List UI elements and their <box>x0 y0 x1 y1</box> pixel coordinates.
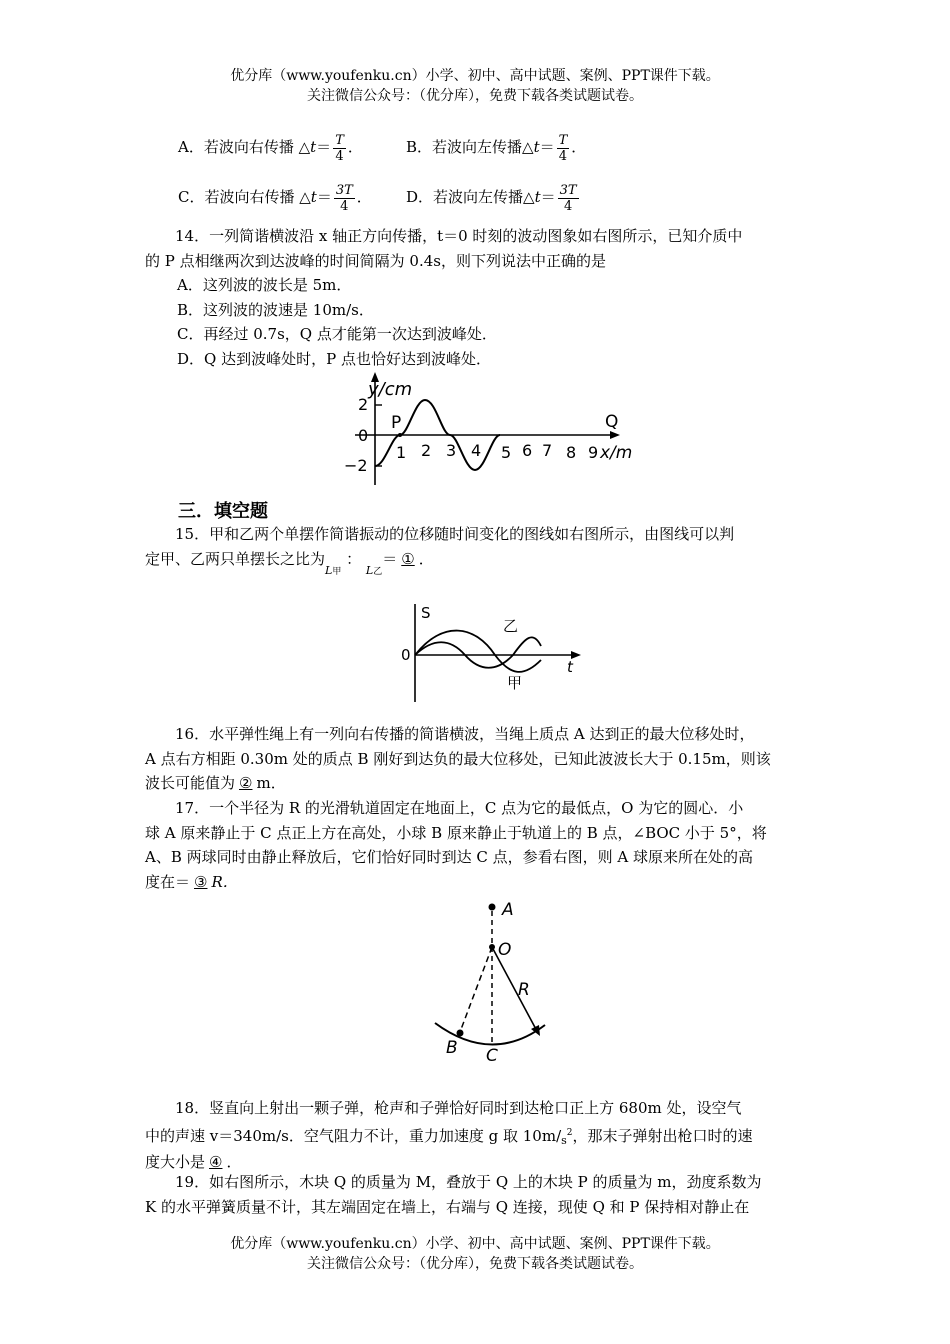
label-r: R <box>518 980 530 1000</box>
y-tick-label-0: 0 <box>358 426 369 445</box>
q17-line-4: 度在＝ ③ R． <box>145 872 238 891</box>
pendulum-graph-q15 <box>395 600 585 705</box>
q13-option-d: D．若波向左传播△t＝ $\frac{3T}{4}$ <box>406 182 577 214</box>
x-tick-label-5: 5 <box>501 443 512 462</box>
q16-line-2: A 点右方相距 0.30m 处的质点 B 刚好到达负的最大位移处，已知此波波长大于 0.15m，则该 <box>145 749 771 768</box>
answer-blank-2[interactable]: ② <box>239 774 253 792</box>
q16-line-3: 波长可能值为 ② m． <box>145 774 286 792</box>
q14-option-c: C．再经过 0.7s，Q 点才能第一次达到波峰处． <box>177 325 497 343</box>
x-tick-label-6: 6 <box>522 441 533 460</box>
q15-line-2: 定甲、乙两只单摆长之比为$_{L甲}$ ： $_{L乙}$＝ ① ． <box>145 549 434 577</box>
y-tick-label-2: 2 <box>358 395 369 414</box>
answer-blank-3[interactable]: ③ <box>194 872 208 891</box>
q17-line-3: A、B 两球同时由静止释放后，它们恰好同时到达 C 点，参看右图，则 A 球原来所在处的高 <box>145 848 754 866</box>
curve-yi-label: 乙 <box>503 617 519 635</box>
x-axis-arrow-icon <box>610 431 620 439</box>
t-axis-label: t <box>567 658 573 676</box>
q14-option-d: D．Q 达到波峰处时，P 点也恰好达到波峰处． <box>177 349 491 368</box>
answer-blank-1[interactable]: ① <box>401 549 415 568</box>
ob-dashed-line <box>460 947 492 1032</box>
ball-a-icon <box>489 904 496 911</box>
x-axis-label: x/m <box>600 443 633 463</box>
q18-line-1: 18．竖直向上射出一颗子弹，枪声和子弹恰好同时到达枪口正上方 680m 处，设空气 <box>175 1099 742 1117</box>
y-tick-label-neg-2: −2 <box>344 456 368 475</box>
question-16 <box>145 722 810 796</box>
answer-blank-4[interactable]: ④ <box>209 1153 223 1171</box>
q13-options-row-2 <box>178 172 577 222</box>
x-tick-label-3: 3 <box>446 441 457 460</box>
q17-line-1: 17．一个半径为 R 的光滑轨道固定在地面上，C 点为它的最低点，O 为它的圆心．小 <box>175 799 744 817</box>
x-tick-label-8: 8 <box>566 443 577 462</box>
curve-yi <box>415 637 541 667</box>
point-p-marker <box>398 433 402 437</box>
x-tick-label-7: 7 <box>542 441 553 460</box>
q17-line-2: 球 A 原来静止于 C 点正上方在高处，小球 B 原来静止于轨道上的 B 点，∠BOC 小于 5°，将 <box>145 823 767 842</box>
q13-option-a: A．若波向右传播 △t＝ $\frac{T}{4}$ ． <box>178 132 363 164</box>
q15-line-1: 15．甲和乙两个单摆作简谐振动的位移随时间变化的图线如右图所示，由图线可以判 <box>175 525 735 543</box>
q18-line-3: 度大小是 ④ ． <box>145 1153 242 1171</box>
page-footer <box>0 1234 950 1274</box>
q18-line-2: 中的声速 v＝340m/s．空气阻力不计，重力加速度 g 取 $10m/_s^2$，那末子弹射出枪口时的速 <box>145 1126 753 1147</box>
x-tick-label-2: 2 <box>421 441 432 460</box>
header-line-2: 关注微信公众号：（优分库），免费下载各类试题试卷。 <box>307 88 643 104</box>
q16-line-1: 16．水平弹性绳上有一列向右传播的简谐横波，当绳上质点 A 达到正的最大位移处时， <box>175 725 755 743</box>
q19-line-1: 19．如右图所示，木块 Q 的质量为 M，叠放于 Q 上的木块 P 的质量为 m，劲度系数为 <box>175 1173 762 1191</box>
q14-option-b: B．这列波的波速是 10m/s． <box>177 300 374 319</box>
label-c: C <box>486 1046 498 1066</box>
section-title-fill-in: 三．填空题 <box>178 501 268 522</box>
s-axis-label: S <box>421 604 431 622</box>
track-figure-q17 <box>420 895 570 1070</box>
y-axis-label: y/cm <box>368 379 413 400</box>
ball-b-icon <box>457 1030 464 1037</box>
question-17 <box>145 796 810 894</box>
x-tick-label-4: 4 <box>471 441 482 460</box>
header-line-1: 优分库（www.youfenku.cn）小学、初中、高中试题、案例、PPT课件下载。 <box>230 68 720 84</box>
question-18 <box>145 1096 810 1175</box>
origin-label: 0 <box>401 646 411 664</box>
page-header <box>0 66 950 106</box>
label-o: O <box>498 940 512 960</box>
q13-option-c: C．若波向右传播 △t＝ $\frac{3T}{4}$ ． <box>178 182 372 214</box>
footer-line-2: 关注微信公众号：（优分库），免费下载各类试题试卷。 <box>307 1256 643 1272</box>
q19-line-2: K 的水平弹簧质量不计，其左端固定在墙上，右端与 Q 连接，现使 Q 和 P 保持相对静止在 <box>145 1197 750 1216</box>
q13-option-b: B．若波向左传播△t＝ $\frac{T}{4}$ ． <box>406 132 587 164</box>
q14-stem-line-2: 的 P 点相继两次到达波峰的时间简隔为 0.4s，则下列说法中正确的是 <box>145 251 606 270</box>
x-tick-label-9: 9 <box>588 443 599 462</box>
point-q-label: Q <box>605 412 619 432</box>
q14-stem-line-1: 14．一列简谐横波沿 x 轴正方向传播，t＝0 时刻的波动图象如右图所示，已知介质中 <box>175 227 743 245</box>
curve-jia-label: 甲 <box>507 674 523 692</box>
question-19 <box>145 1170 810 1219</box>
label-a: A <box>502 900 514 920</box>
label-b: B <box>446 1038 458 1058</box>
footer-line-1: 优分库（www.youfenku.cn）小学、初中、高中试题、案例、PPT课件下载。 <box>230 1236 720 1252</box>
x-tick-label-1: 1 <box>396 443 407 462</box>
q13-options-row-1 <box>178 122 587 172</box>
question-15 <box>145 522 810 577</box>
wave-graph-q14 <box>330 370 650 490</box>
q14-option-a: A．这列波的波长是 5m． <box>177 276 352 294</box>
question-14 <box>145 224 810 371</box>
point-p-label: P <box>391 413 402 433</box>
